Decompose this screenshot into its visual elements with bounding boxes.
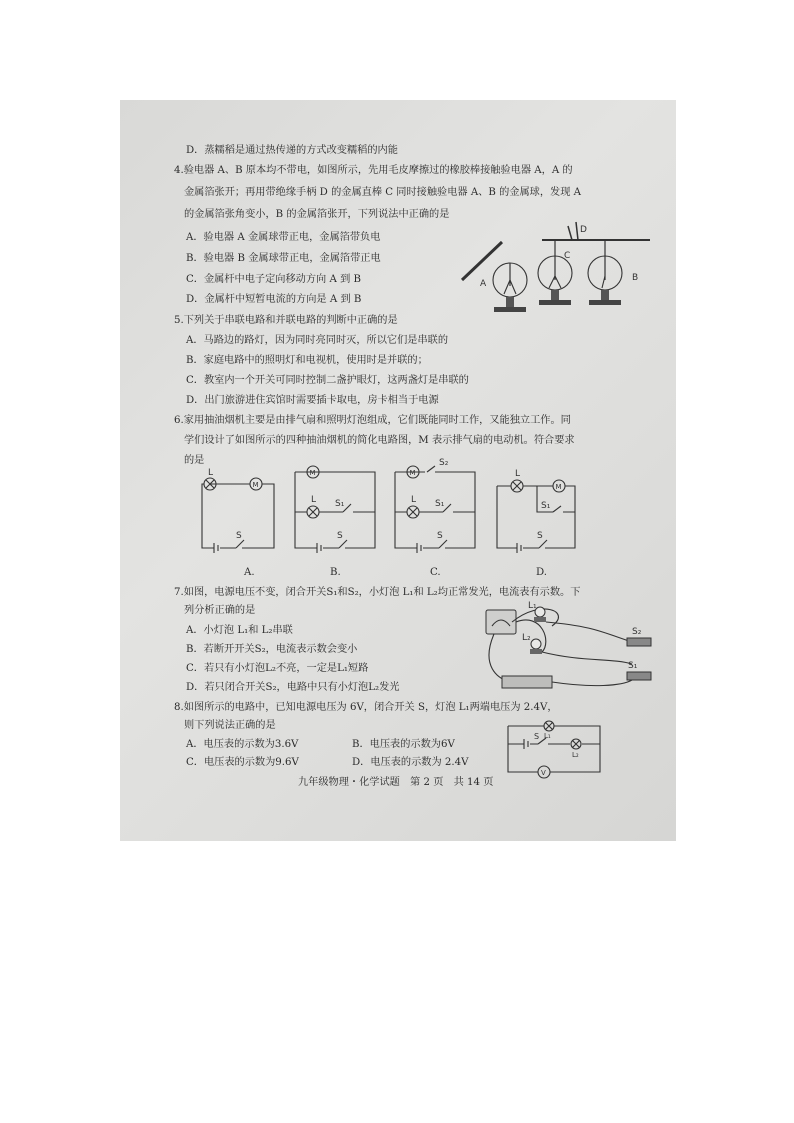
svg-text:L₂: L₂: [522, 633, 531, 643]
exam-page-photo: [120, 100, 676, 841]
svg-text:S: S: [337, 531, 343, 541]
switch-icon: [339, 540, 347, 548]
q7-option-d: D．若只闭合开关S₂，电路中只有小灯泡L₂发光: [186, 682, 400, 693]
q8-option-d: D．电压表的示数为 2.4V: [352, 757, 469, 768]
q5-option-c: C．教室内一个开关可同时控制二盏护眼灯，这两盏灯是串联的: [186, 375, 469, 386]
svg-text:M: M: [555, 483, 562, 491]
q4-option-d: D．金属杆中短暂电流的方向是 A 到 B: [186, 294, 362, 305]
q8-option-b: B．电压表的示数为6V: [352, 739, 455, 750]
circuit-d: [497, 466, 577, 552]
svg-text:S₁: S₁: [628, 661, 638, 671]
q6-stem-line2: 学们设计了如图所示的四种抽油烟机的简化电路图，M 表示排气扇的电动机。符合要求: [184, 435, 575, 446]
q4-stem-line1: 4.验电器 A、B 原本均不带电，如图所示，先用毛皮摩擦过的橡胶棒接触验电器 A，A 的: [174, 165, 573, 176]
q8-stem-line2: 则下列说法正确的是: [184, 720, 276, 731]
q4-option-c: C．金属杆中电子定向移动方向 A 到 B: [186, 274, 361, 285]
ammeter-icon: [486, 610, 516, 634]
svg-text:M: M: [409, 469, 416, 477]
svg-text:S₁: S₁: [435, 499, 445, 509]
switch-icon: [627, 638, 651, 646]
page-footer: 九年级物理・化学试题 第 2 页 共 14 页: [298, 777, 494, 788]
q7-stem-line2: 列分析正确的是: [184, 605, 256, 616]
q7-stem-line1: 7.如图，电源电压不变，闭合开关S₁和S₂，小灯泡 L₁和 L₂均正常发光，电流表有示数。下: [174, 587, 581, 598]
switch-icon: [439, 540, 447, 548]
svg-text:S: S: [437, 531, 443, 541]
q8-circuit: [508, 722, 608, 778]
q4-option-b: B．验电器 B 金属球带正电，金属箔带正电: [186, 253, 381, 264]
svg-text:S₂: S₂: [439, 458, 449, 468]
svg-text:S: S: [534, 732, 540, 741]
q5-option-b: B．家庭电路中的照明灯和电视机，使用时是并联的；: [186, 355, 428, 366]
q7-option-c: C．若只有小灯泡L₂不亮，一定是L₁短路: [186, 663, 369, 674]
bulb-icon: [531, 639, 541, 649]
svg-text:L: L: [515, 469, 521, 479]
svg-text:S₂: S₂: [632, 627, 642, 637]
label-c: C: [564, 251, 571, 261]
svg-text:M: M: [252, 481, 259, 489]
circuit-c-label: C.: [430, 567, 441, 578]
circuit-c: [395, 458, 475, 552]
svg-text:L₁: L₁: [528, 601, 537, 611]
q5-stem: 5.下列关于串联电路和并联电路的判断中正确的是: [174, 315, 398, 326]
q8-stem-line1: 8.如图所示的电路中，已知电源电压为 6V，闭合开关 S，灯泡 L₁两端电压为 2.4V，: [174, 702, 558, 713]
q6-stem-line3: 的是: [184, 455, 205, 466]
q4-stem-line3: 的金属箔张角变小，B 的金属箔张开，下列说法中正确的是: [184, 209, 450, 220]
svg-text:V: V: [541, 769, 546, 777]
q5-option-d: D．出门旅游进住宾馆时需要插卡取电，房卡相当于电源: [186, 395, 439, 406]
svg-text:S: S: [537, 531, 543, 541]
q7-option-b: B．若断开开关S₂，电流表示数会变小: [186, 644, 358, 655]
circuit-a-label: A.: [244, 567, 255, 578]
svg-text:L: L: [208, 468, 214, 478]
switch-icon: [627, 672, 651, 680]
q7-option-a: A．小灯泡 L₁和 L₂串联: [186, 625, 293, 636]
label-d: D: [580, 225, 587, 235]
circuit-a: [200, 468, 280, 552]
svg-text:L: L: [411, 495, 417, 505]
switch-icon: [538, 738, 546, 744]
circuit-b: [295, 466, 375, 552]
q4-option-a: A．验电器 A 金属球带正电，金属箔带负电: [186, 232, 381, 243]
switch-icon: [236, 540, 244, 548]
switch-icon: [539, 540, 547, 548]
circuit-b-label: B.: [330, 567, 341, 578]
q5-option-a: A．马路边的路灯，因为同时亮同时灭，所以它们是串联的: [186, 335, 449, 346]
q8-option-c: C．电压表的示数为9.6V: [186, 757, 299, 768]
svg-text:S₁: S₁: [335, 499, 345, 509]
circuit-d-label: D.: [536, 567, 548, 578]
switch-icon: [427, 466, 435, 472]
electroscope-figure: [460, 218, 660, 328]
switch-icon: [553, 506, 561, 512]
svg-text:S: S: [236, 531, 242, 541]
battery-icon: [502, 676, 552, 688]
svg-text:S₁: S₁: [541, 501, 551, 511]
svg-text:L₁: L₁: [544, 732, 551, 740]
svg-text:L: L: [311, 495, 317, 505]
label-a: A: [480, 279, 487, 289]
q3-option-d: D．蒸糯稻是通过热传递的方式改变糯稻的内能: [186, 145, 398, 156]
q7-circuit-photo: [482, 602, 662, 692]
q4-stem-line2: 金属箔张开；再用带绝缘手柄 D 的金属直棒 C 同时接触验电器 A、B 的金属球，发现 A: [184, 187, 582, 198]
svg-text:L₂: L₂: [572, 751, 579, 759]
q8-option-a: A．电压表的示数为3.6V: [186, 739, 299, 750]
svg-text:M: M: [309, 469, 316, 477]
label-b: B: [632, 273, 639, 283]
q6-stem-line1: 6.家用抽油烟机主要是由排气扇和照明灯泡组成，它们既能同时工作，又能独立工作。同: [174, 415, 571, 426]
